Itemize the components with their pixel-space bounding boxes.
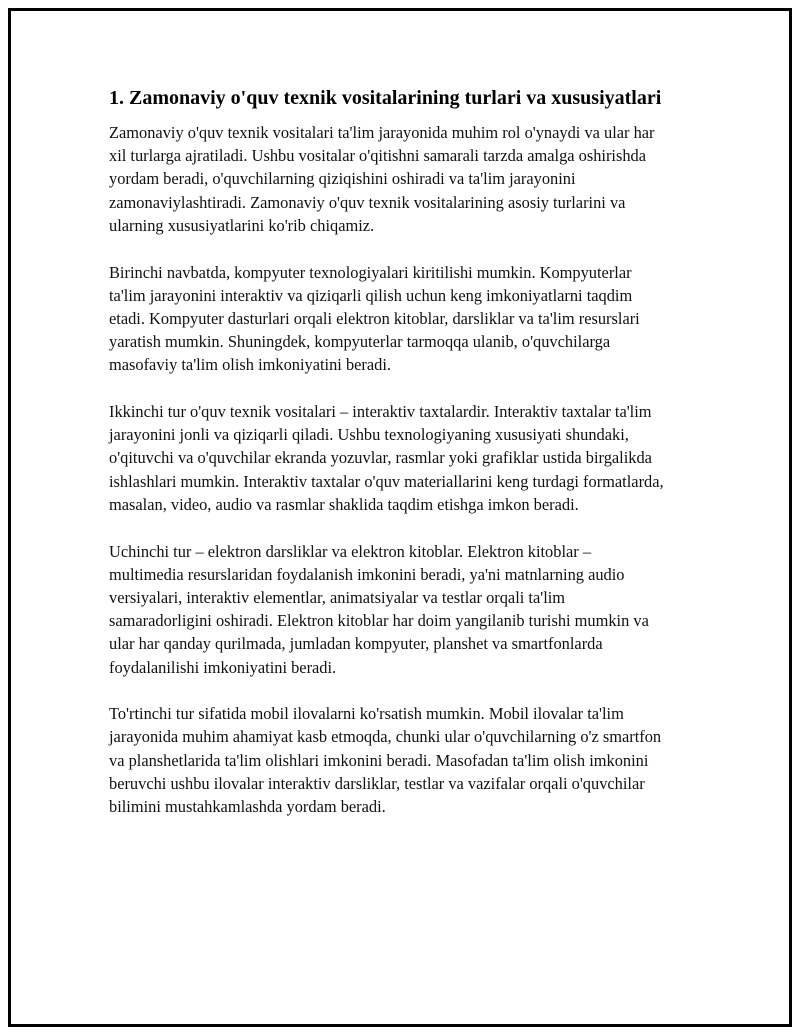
paragraph-mobile-apps: To'rtinchi tur sifatida mobil ilovalarni ko'rsatish mumkin. Mobil ilovalar ta'lim jarayonida muhim ahamiyat kasb etmoqda, chunki ular o'quvchilarning o'z smartfon va planshetlarida ta'lim olishlari imkonini beradi. Masofadan ta'lim olish imkonini beruvchi ushbu ilovalar interaktiv darsliklar, testlar va vazifalar orqali o'quvchilar bilimini mustahkamlashda yordam beradi. <box>109 704 662 817</box>
paragraph-interactive-boards: Ikkinchi tur o'quv texnik vositalari – interaktiv taxtalardir. Interaktiv taxtalar ta'lim jarayonini jonli va qiziqarli qiladi. Ushbu texnologiyaning xususiyati shundaki, o'qituvchi va o'quvchilar ekranda yozuvlar, rasmlar yoki grafiklar ustida birgalikda ishlashlari mumkin. Interaktiv taxtalar o'quv materiallarini keng turdagi formatlarda, masalan, video, audio va rasmlar shaklida taqdim etishga imkon beradi. <box>109 402 664 514</box>
document-body <box>109 85 669 842</box>
section-heading: 1. Zamonaviy o'quv texnik vositalarining turlari va xususiyatlari <box>109 87 662 109</box>
paragraph-intro: Zamonaviy o'quv texnik vositalari ta'lim jarayonida muhim rol o'ynaydi va ular har xil turlarga ajratiladi. Ushbu vositalar o'qitishni samarali tarzda amalga oshirishda yordam beradi, o'quvchilarning qiziqishini oshiradi va ta'lim jarayonini zamonaviylashtiradi. Zamonaviy o'quv texnik vositalarining asosiy turlarini va ularning xususiyatlarini ko'rib chiqamiz. <box>109 123 655 235</box>
paragraph-ebooks: Uchinchi tur – elektron darsliklar va elektron kitoblar. Elektron kitoblar – multimedia resurslaridan foydalanish imkonini beradi, ya'ni matnlarning audio versiyalari, interaktiv elementlar, animatsiyalar va testlar orqali ta'lim samaradorligini oshiradi. Elektron kitoblar har doim yangilanib turishi mumkin va ular har qanday qurilmada, jumladan kompyuter, planshet va smartfonlarda foydalanilishi imkoniyatini beradi. <box>109 541 649 677</box>
paragraph-computers: Birinchi navbatda, kompyuter texnologiyalari kiritilishi mumkin. Kompyuterlar ta'lim jarayonini interaktiv va qiziqarli qilish uchun keng imkoniyatlarni taqdim etadi. Kompyuter dasturlari orqali elektron kitoblar, darsliklar va ta'lim resurslari yaratish mumkin. Shuningdek, kompyuterlar tarmoqqa ulanib, o'quvchilarga masofaviy ta'lim olish imkoniyatini beradi. <box>109 262 640 375</box>
